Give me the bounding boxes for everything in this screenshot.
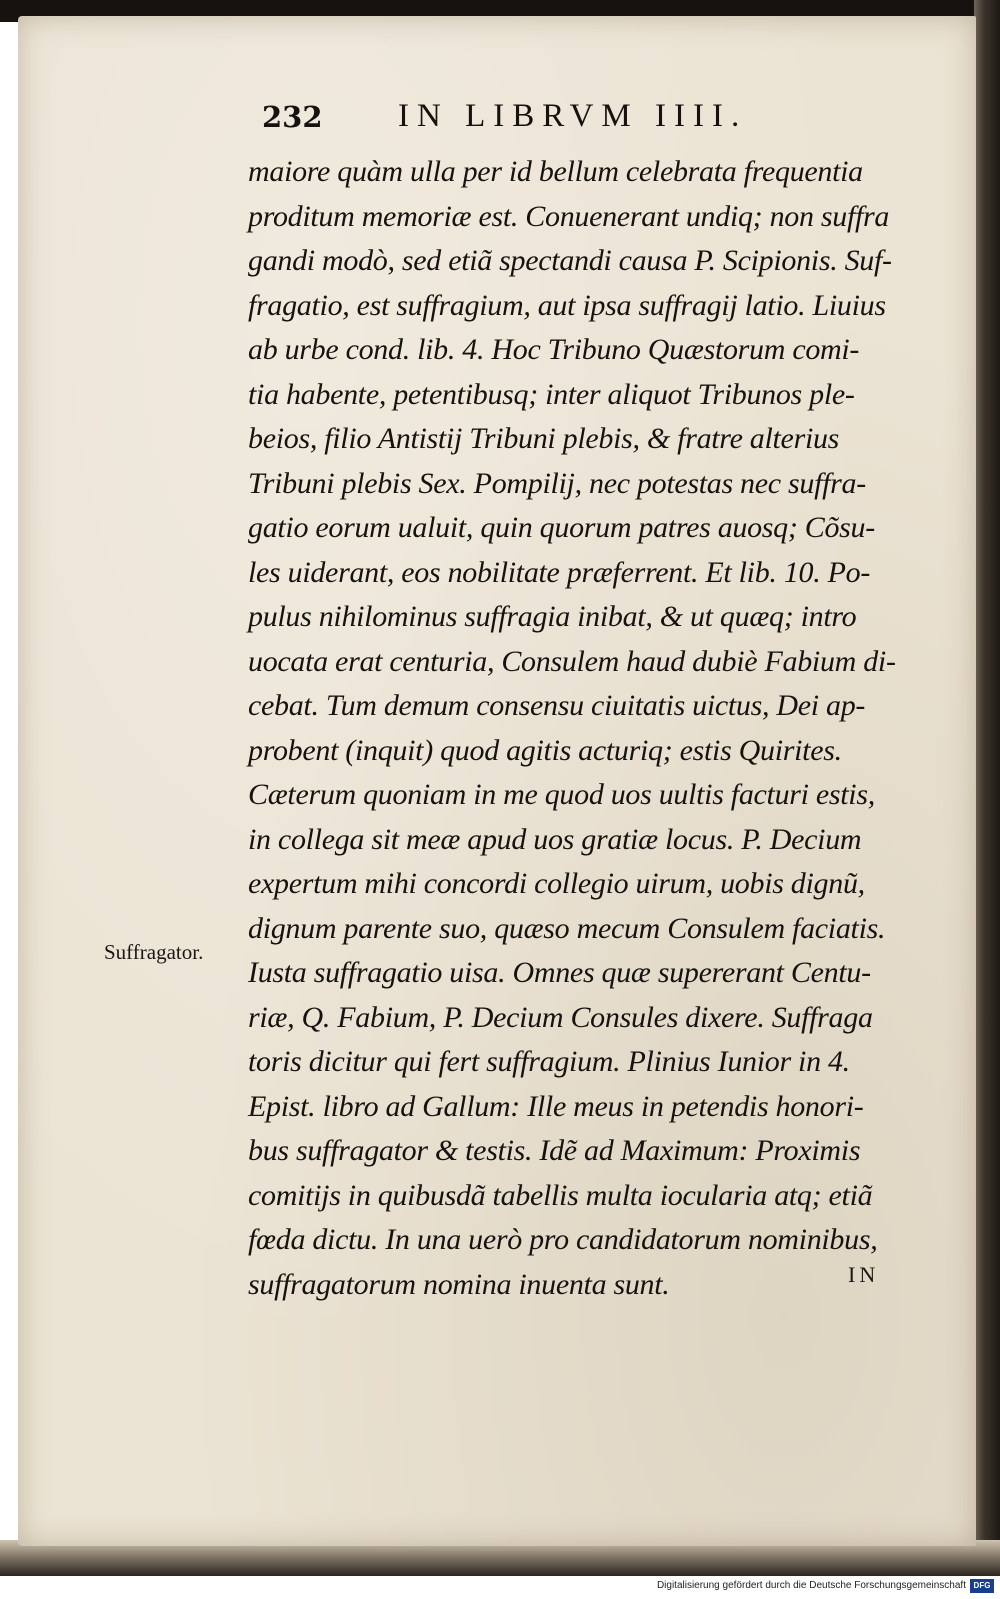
running-head: IN LIBRVM IIII. <box>398 98 748 134</box>
text-line: expertum mihi concordi collegio uirum, uobis dignũ, <box>248 867 865 900</box>
text-line: in collega sit meæ apud uos gratiæ locus. P. Decium <box>248 822 862 856</box>
page-number: 232 <box>262 100 323 134</box>
dfg-logo: DFG <box>970 1579 994 1593</box>
digitization-footer <box>0 1576 1000 1599</box>
text-line: cebat. Tum demum consensu ciuitatis uictus, Dei ap- <box>248 689 866 722</box>
marginal-note: Suffragator. <box>104 940 204 964</box>
funding-credit: Digitalisierung gefördert durch die Deutsche Forschungsgemeinschaft <box>656 1580 966 1591</box>
text-line: proditum memoriæ est. Conuenerant undiq; non suffra <box>248 199 890 233</box>
text-line: dignum parente suo, quæso mecum Consulem faciatis. <box>248 911 886 945</box>
text-line: pulus nihilominus suffragia inibat, & ut quæq; intro <box>248 600 857 633</box>
text-line: bus suffragator & testis. Idẽ ad Maximum: Proximis <box>248 1134 861 1167</box>
text-line: comitijs in quibusdã tabellis multa iocularia atq; etiã <box>248 1178 873 1212</box>
text-line: tia habente, petentibusq; inter aliquot Tribunos ple- <box>248 377 855 411</box>
text-line: Iusta suffragatio uisa. Omnes quæ supererant Centu- <box>248 956 871 989</box>
text-line: maiore quàm ulla per id bellum celebrata frequentia <box>248 155 863 188</box>
text-line: gandi modò, sed etiã spectandi causa P. Scipionis. Suf- <box>248 244 892 277</box>
catchword: IN <box>848 1262 880 1287</box>
text-line: fragatio, est suffragium, aut ipsa suffragij latio. Liuius <box>248 288 886 322</box>
text-line: Tribuni plebis Sex. Pompilij, nec potestas nec suffra- <box>248 466 866 500</box>
text-line: gatio eorum ualuit, quin quorum patres auosq; Cõsu- <box>248 511 875 544</box>
text-line: Cæterum quoniam in me quod uos uultis facturi estis, <box>248 778 875 811</box>
text-line: probent (inquit) quod agitis acturiq; estis Quirites. <box>248 733 842 767</box>
text-line: toris dicitur qui fert suffragium. Plinius Iunior in 4. <box>248 1045 850 1078</box>
text-line: uocata erat centuria, Consulem haud dubiè Fabium di- <box>248 644 896 678</box>
text-line: beios, filio Antistij Tribuni plebis, & fratre alterius <box>248 422 840 455</box>
text-line: fœda dictu. In una uerò pro candidatorum nominibus, <box>248 1223 878 1256</box>
text-line: ab urbe cond. lib. 4. Hoc Tribuno Quæstorum comi- <box>248 333 860 366</box>
text-line: riæ, Q. Fabium, P. Decium Consules dixere. Suffraga <box>248 1000 873 1034</box>
body-text <box>248 150 928 1307</box>
book-spine-edge <box>974 0 1000 1575</box>
text-line: suffragatorum nomina inuenta sunt. <box>248 1267 670 1301</box>
text-line: Epist. libro ad Gallum: Ille meus in petendis honori- <box>248 1089 864 1123</box>
text-line: les uiderant, eos nobilitate præferrent. Et lib. 10. Po- <box>248 555 871 589</box>
